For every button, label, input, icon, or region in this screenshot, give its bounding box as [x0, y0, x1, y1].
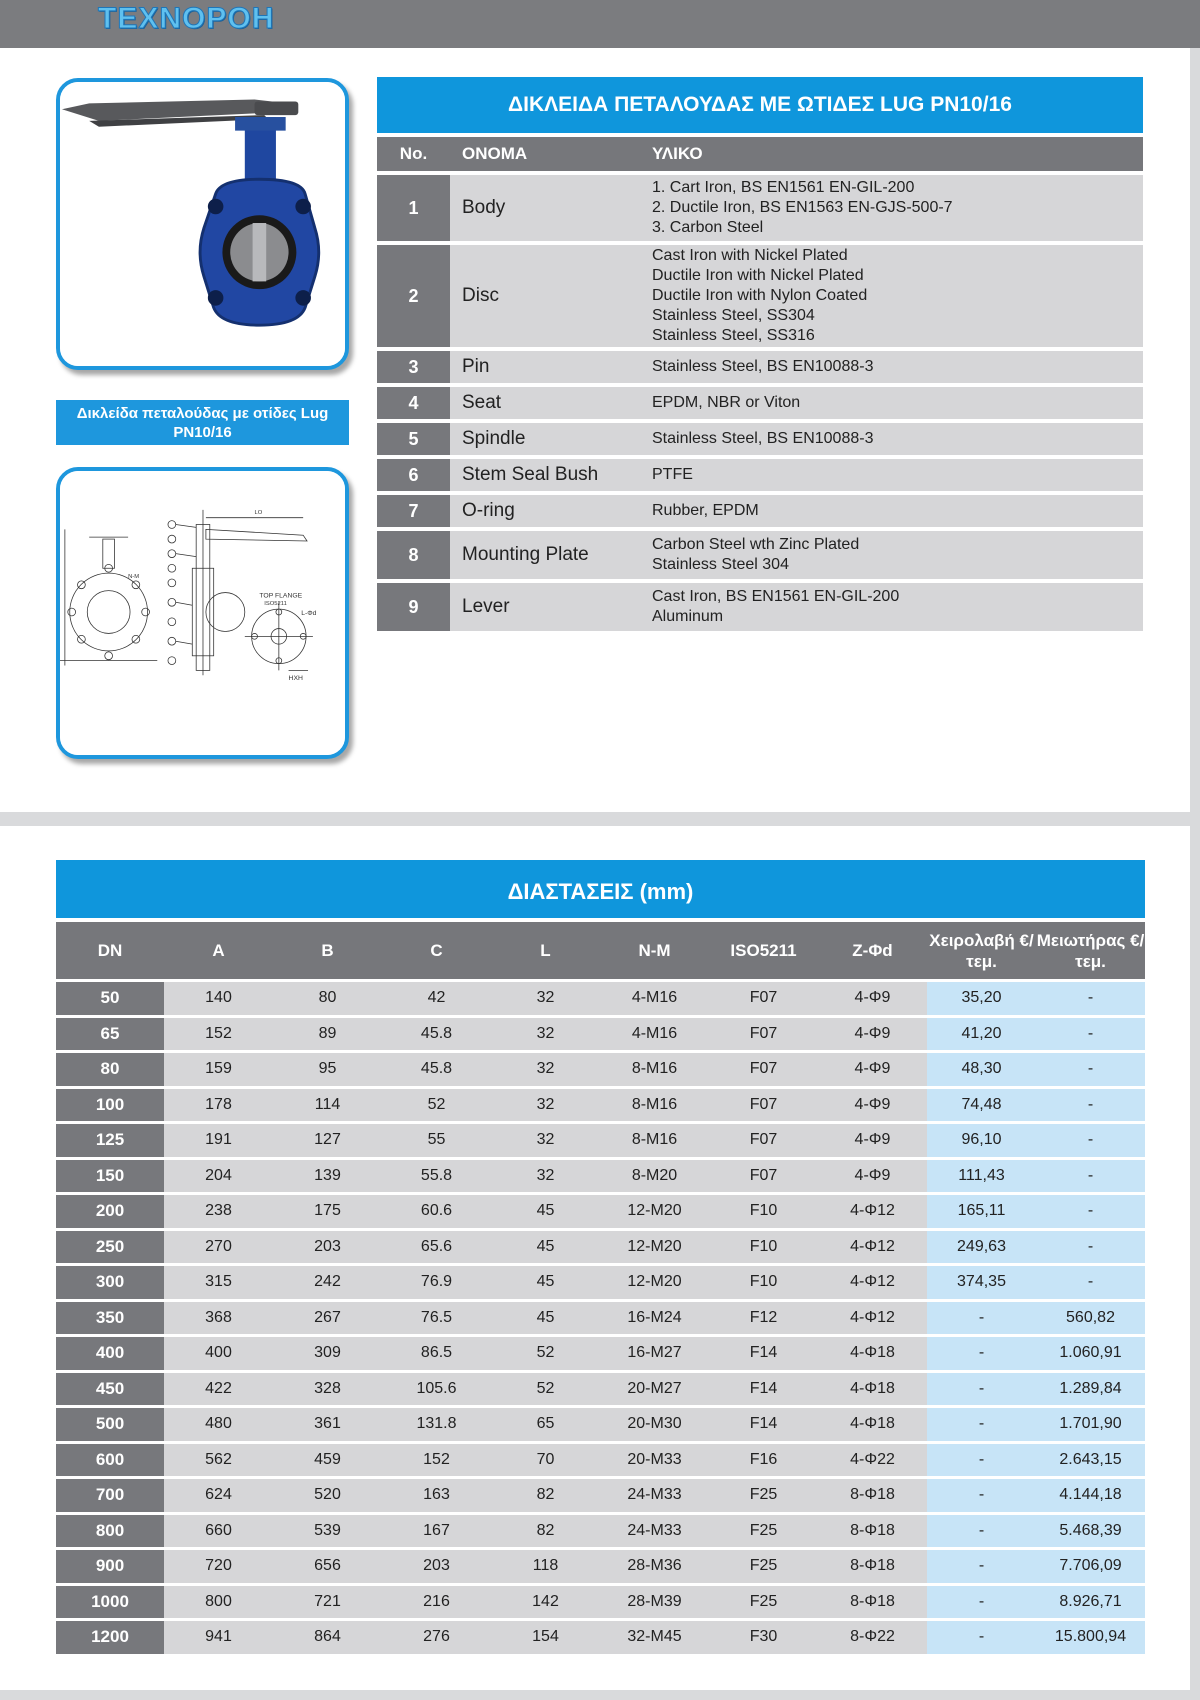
part-number: 7 — [377, 495, 450, 527]
c-cell: 152 — [382, 1444, 491, 1477]
n-m-cell: 8-M16 — [600, 1124, 709, 1157]
gear-price-cell: 1.701,90 — [1036, 1408, 1145, 1441]
lever-price-cell: - — [927, 1586, 1036, 1619]
lever-price-cell: - — [927, 1337, 1036, 1370]
z-phi-d-cell: 8-Φ18 — [818, 1479, 927, 1512]
drawing-label-lo: LO — [254, 509, 263, 516]
part-number: 5 — [377, 423, 450, 455]
gear-price-cell: - — [1036, 1160, 1145, 1193]
c-cell: 52 — [382, 1089, 491, 1122]
l-cell: 32 — [491, 982, 600, 1015]
dn-cell: 700 — [56, 1479, 164, 1512]
part-material — [652, 175, 1143, 241]
gear-price-cell: 2.643,15 — [1036, 1444, 1145, 1477]
b-cell: 80 — [273, 982, 382, 1015]
b-cell: 309 — [273, 1337, 382, 1370]
lever-price-cell: 48,30 — [927, 1053, 1036, 1086]
gear-price-cell: - — [1036, 1089, 1145, 1122]
lever-price-cell: 374,35 — [927, 1266, 1036, 1299]
a-cell: 270 — [164, 1231, 273, 1264]
part-number: 6 — [377, 459, 450, 491]
b-cell: 139 — [273, 1160, 382, 1193]
lever-price-cell: - — [927, 1479, 1036, 1512]
iso5211-cell: F14 — [709, 1408, 818, 1441]
n-m-cell: 20-M33 — [600, 1444, 709, 1477]
iso5211-cell: F16 — [709, 1444, 818, 1477]
table-row — [56, 1302, 1145, 1335]
part-number: 9 — [377, 583, 450, 631]
dn-cell: 900 — [56, 1550, 164, 1583]
parts-row — [377, 245, 1143, 347]
iso5211-cell: F07 — [709, 1160, 818, 1193]
parts-table-header — [377, 137, 1143, 171]
z-phi-d-cell: 8-Φ18 — [818, 1550, 927, 1583]
dimensions-table-header — [56, 922, 1145, 979]
iso5211-cell: F25 — [709, 1479, 818, 1512]
b-cell: 328 — [273, 1373, 382, 1406]
b-cell: 89 — [273, 1018, 382, 1051]
drawing-label-l-phi-d: L-Φd — [301, 609, 317, 617]
header-dn: DN — [97, 941, 123, 960]
l-cell: 70 — [491, 1444, 600, 1477]
dn-cell: 150 — [56, 1160, 164, 1193]
header-z-phi-d: Z-Φd — [852, 941, 893, 960]
l-cell: 45 — [491, 1302, 600, 1335]
a-cell: 562 — [164, 1444, 273, 1477]
material-line: Cast Iron with Nickel Plated — [652, 247, 848, 264]
part-number: 2 — [377, 245, 450, 347]
z-phi-d-cell: 4-Φ9 — [818, 1089, 927, 1122]
l-cell: 154 — [491, 1621, 600, 1654]
b-cell: 520 — [273, 1479, 382, 1512]
gear-price-cell: 8.926,71 — [1036, 1586, 1145, 1619]
header-a: A — [212, 941, 225, 960]
material-line: 3. Carbon Steel — [652, 219, 764, 236]
z-phi-d-cell: 4-Φ22 — [818, 1444, 927, 1477]
c-cell: 45.8 — [382, 1018, 491, 1051]
table-row — [56, 1408, 1145, 1441]
b-cell: 242 — [273, 1266, 382, 1299]
c-cell: 167 — [382, 1515, 491, 1548]
header-material: ΥΛΙΚΟ — [652, 144, 703, 163]
b-cell: 114 — [273, 1089, 382, 1122]
table-row — [56, 1231, 1145, 1264]
dimensions-table-title: ΔΙΑΣΤΑΣΕΙΣ (mm) — [56, 860, 1145, 918]
lever-price-cell: - — [927, 1444, 1036, 1477]
table-row — [56, 1089, 1145, 1122]
iso5211-cell: F07 — [709, 1124, 818, 1157]
part-name: Body — [462, 197, 506, 218]
dn-cell: 100 — [56, 1089, 164, 1122]
part-name: O-ring — [462, 500, 515, 521]
b-cell: 267 — [273, 1302, 382, 1335]
parts-table — [377, 77, 1143, 631]
c-cell: 65.6 — [382, 1231, 491, 1264]
l-cell: 45 — [491, 1266, 600, 1299]
a-cell: 178 — [164, 1089, 273, 1122]
c-cell: 76.9 — [382, 1266, 491, 1299]
n-m-cell: 8-M20 — [600, 1160, 709, 1193]
gear-price-cell: 1.060,91 — [1036, 1337, 1145, 1370]
gear-price-cell: 5.468,39 — [1036, 1515, 1145, 1548]
table-row — [56, 1018, 1145, 1051]
n-m-cell: 4-M16 — [600, 1018, 709, 1051]
table-row — [56, 1053, 1145, 1086]
header-lever-price: Χειρολαβή €/τεμ. — [929, 930, 1034, 971]
material-line: Stainless Steel 304 — [652, 556, 789, 573]
l-cell: 52 — [491, 1373, 600, 1406]
table-row — [56, 1479, 1145, 1512]
a-cell: 480 — [164, 1408, 273, 1441]
dimensions-table — [56, 860, 1145, 1654]
z-phi-d-cell: 8-Φ18 — [818, 1586, 927, 1619]
dn-cell: 1200 — [56, 1621, 164, 1654]
header-n-m: N-M — [638, 941, 671, 960]
butterfly-valve-image — [60, 82, 345, 366]
c-cell: 55 — [382, 1124, 491, 1157]
c-cell: 42 — [382, 982, 491, 1015]
dn-cell: 1000 — [56, 1586, 164, 1619]
a-cell: 400 — [164, 1337, 273, 1370]
table-row — [56, 1160, 1145, 1193]
header-bar — [0, 0, 1200, 48]
header-iso5211: ISO5211 — [730, 941, 797, 960]
lever-price-cell: - — [927, 1621, 1036, 1654]
part-material — [652, 423, 1143, 455]
header-name: ΟΝΟΜΑ — [462, 144, 528, 163]
b-cell: 656 — [273, 1550, 382, 1583]
part-material — [652, 351, 1143, 383]
z-phi-d-cell: 4-Φ12 — [818, 1231, 927, 1264]
z-phi-d-cell: 8-Φ18 — [818, 1515, 927, 1548]
n-m-cell: 24-M33 — [600, 1515, 709, 1548]
gear-price-cell: - — [1036, 1266, 1145, 1299]
dn-cell: 600 — [56, 1444, 164, 1477]
material-line: Ductile Iron with Nylon Coated — [652, 287, 868, 304]
valve-drawing-image — [60, 471, 345, 755]
lever-price-cell: - — [927, 1373, 1036, 1406]
part-material — [652, 531, 1143, 579]
a-cell: 800 — [164, 1586, 273, 1619]
part-name: Stem Seal Bush — [462, 464, 599, 485]
l-cell: 82 — [491, 1479, 600, 1512]
part-number: 3 — [377, 351, 450, 383]
z-phi-d-cell: 4-Φ12 — [818, 1302, 927, 1335]
header-b: B — [321, 941, 334, 960]
lever-price-cell: 249,63 — [927, 1231, 1036, 1264]
drawing-label-top-flange: TOP FLANGE — [259, 592, 303, 600]
iso5211-cell: F14 — [709, 1373, 818, 1406]
z-phi-d-cell: 4-Φ12 — [818, 1266, 927, 1299]
material-line: Stainless Steel, SS316 — [652, 327, 815, 344]
a-cell: 191 — [164, 1124, 273, 1157]
iso5211-cell: F25 — [709, 1586, 818, 1619]
table-row — [56, 1515, 1145, 1548]
part-name: Mounting Plate — [462, 544, 589, 565]
z-phi-d-cell: 4-Φ18 — [818, 1373, 927, 1406]
material-line: Stainless Steel, BS EN10088-3 — [652, 430, 874, 447]
gear-price-cell: 560,82 — [1036, 1302, 1145, 1335]
material-line: EPDM, NBR or Viton — [652, 394, 801, 411]
gear-price-cell: 15.800,94 — [1036, 1621, 1145, 1654]
table-row — [56, 1266, 1145, 1299]
c-cell: 216 — [382, 1586, 491, 1619]
dn-cell: 50 — [56, 982, 164, 1015]
a-cell: 204 — [164, 1160, 273, 1193]
l-cell: 52 — [491, 1337, 600, 1370]
c-cell: 105.6 — [382, 1373, 491, 1406]
iso5211-cell: F07 — [709, 982, 818, 1015]
parts-rows — [377, 175, 1143, 631]
z-phi-d-cell: 4-Φ18 — [818, 1337, 927, 1370]
z-phi-d-cell: 4-Φ9 — [818, 982, 927, 1015]
parts-row — [377, 495, 1143, 527]
part-name: Pin — [462, 356, 490, 377]
l-cell: 32 — [491, 1124, 600, 1157]
lever-price-cell: 35,20 — [927, 982, 1036, 1015]
l-cell: 118 — [491, 1550, 600, 1583]
lever-price-cell: - — [927, 1550, 1036, 1583]
part-material — [652, 387, 1143, 419]
table-row — [56, 1124, 1145, 1157]
a-cell: 422 — [164, 1373, 273, 1406]
dn-cell: 350 — [56, 1302, 164, 1335]
a-cell: 315 — [164, 1266, 273, 1299]
n-m-cell: 12-M20 — [600, 1195, 709, 1228]
material-line: Ductile Iron with Nickel Plated — [652, 267, 864, 284]
dn-cell: 250 — [56, 1231, 164, 1264]
gear-price-cell: 7.706,09 — [1036, 1550, 1145, 1583]
a-cell: 624 — [164, 1479, 273, 1512]
material-line: Aluminum — [652, 608, 724, 625]
parts-row — [377, 351, 1143, 383]
iso5211-cell: F07 — [709, 1053, 818, 1086]
dn-cell: 200 — [56, 1195, 164, 1228]
dn-cell: 65 — [56, 1018, 164, 1051]
iso5211-cell: F12 — [709, 1302, 818, 1335]
iso5211-cell: F07 — [709, 1089, 818, 1122]
n-m-cell: 20-M27 — [600, 1373, 709, 1406]
a-cell: 159 — [164, 1053, 273, 1086]
l-cell: 45 — [491, 1231, 600, 1264]
l-cell: 45 — [491, 1195, 600, 1228]
gear-price-cell: - — [1036, 1195, 1145, 1228]
iso5211-cell: F10 — [709, 1231, 818, 1264]
l-cell: 32 — [491, 1089, 600, 1122]
product-caption: Δικλείδα πεταλούδας με οτίδες Lug PN10/16 — [56, 400, 349, 445]
z-phi-d-cell: 4-Φ9 — [818, 1053, 927, 1086]
z-phi-d-cell: 8-Φ22 — [818, 1621, 927, 1654]
part-name: Seat — [462, 392, 502, 413]
dn-cell: 80 — [56, 1053, 164, 1086]
a-cell: 660 — [164, 1515, 273, 1548]
z-phi-d-cell: 4-Φ12 — [818, 1195, 927, 1228]
parts-row — [377, 175, 1143, 241]
material-line: Stainless Steel, BS EN10088-3 — [652, 358, 874, 375]
b-cell: 721 — [273, 1586, 382, 1619]
a-cell: 238 — [164, 1195, 273, 1228]
part-name: Lever — [462, 596, 510, 617]
table-row — [56, 1550, 1145, 1583]
l-cell: 65 — [491, 1408, 600, 1441]
n-m-cell: 4-M16 — [600, 982, 709, 1015]
l-cell: 142 — [491, 1586, 600, 1619]
c-cell: 76.5 — [382, 1302, 491, 1335]
b-cell: 175 — [273, 1195, 382, 1228]
n-m-cell: 28-M39 — [600, 1586, 709, 1619]
l-cell: 32 — [491, 1160, 600, 1193]
lever-price-cell: 165,11 — [927, 1195, 1036, 1228]
table-row — [56, 1621, 1145, 1654]
dn-cell: 125 — [56, 1124, 164, 1157]
gear-price-cell: - — [1036, 1053, 1145, 1086]
n-m-cell: 32-M45 — [600, 1621, 709, 1654]
material-line: Stainless Steel, SS304 — [652, 307, 815, 324]
drawing-label-iso: ISO5211 — [264, 601, 287, 608]
table-row — [56, 1444, 1145, 1477]
header-gear-price: Μειωτήρας €/τεμ. — [1036, 930, 1145, 971]
n-m-cell: 8-M16 — [600, 1089, 709, 1122]
lever-price-cell: 96,10 — [927, 1124, 1036, 1157]
n-m-cell: 20-M30 — [600, 1408, 709, 1441]
gear-price-cell: 4.144,18 — [1036, 1479, 1145, 1512]
part-name: Disc — [462, 285, 499, 306]
material-line: Rubber, EPDM — [652, 502, 759, 519]
part-material — [652, 583, 1143, 631]
material-line: Carbon Steel wth Zinc Plated — [652, 536, 860, 553]
part-material — [652, 495, 1143, 527]
valve-photo — [56, 78, 349, 370]
parts-table-title: ΔΙΚΛΕΙΔΑ ΠΕΤΑΛΟΥΔΑΣ ΜΕ ΩΤΙΔΕΣ LUG PN10/16 — [377, 77, 1143, 133]
c-cell: 55.8 — [382, 1160, 491, 1193]
part-number: 8 — [377, 531, 450, 579]
part-name: Spindle — [462, 428, 526, 449]
c-cell: 276 — [382, 1621, 491, 1654]
a-cell: 368 — [164, 1302, 273, 1335]
n-m-cell: 12-M20 — [600, 1266, 709, 1299]
c-cell: 60.6 — [382, 1195, 491, 1228]
c-cell: 131.8 — [382, 1408, 491, 1441]
dn-cell: 800 — [56, 1515, 164, 1548]
z-phi-d-cell: 4-Φ18 — [818, 1408, 927, 1441]
table-row — [56, 1586, 1145, 1619]
b-cell: 459 — [273, 1444, 382, 1477]
b-cell: 361 — [273, 1408, 382, 1441]
parts-row — [377, 583, 1143, 631]
table-row — [56, 1373, 1145, 1406]
parts-row — [377, 531, 1143, 579]
material-line: 1. Cart Iron, BS EN1561 EN-GIL-200 — [652, 179, 915, 196]
c-cell: 45.8 — [382, 1053, 491, 1086]
c-cell: 203 — [382, 1550, 491, 1583]
a-cell: 152 — [164, 1018, 273, 1051]
lever-price-cell: 111,43 — [927, 1160, 1036, 1193]
parts-row — [377, 387, 1143, 419]
n-m-cell: 24-M33 — [600, 1479, 709, 1512]
z-phi-d-cell: 4-Φ9 — [818, 1160, 927, 1193]
b-cell: 864 — [273, 1621, 382, 1654]
b-cell: 539 — [273, 1515, 382, 1548]
material-line: PTFE — [652, 466, 693, 483]
lever-price-cell: - — [927, 1408, 1036, 1441]
parts-row — [377, 459, 1143, 491]
gear-price-cell: - — [1036, 1231, 1145, 1264]
part-number: 1 — [377, 175, 450, 241]
gear-price-cell: - — [1036, 1018, 1145, 1051]
iso5211-cell: F07 — [709, 1018, 818, 1051]
gear-price-cell: - — [1036, 982, 1145, 1015]
dn-cell: 400 — [56, 1337, 164, 1370]
dn-cell: 450 — [56, 1373, 164, 1406]
gear-price-cell: - — [1036, 1124, 1145, 1157]
part-number: 4 — [377, 387, 450, 419]
gear-price-cell: 1.289,84 — [1036, 1373, 1145, 1406]
header-no: No. — [399, 144, 428, 163]
z-phi-d-cell: 4-Φ9 — [818, 1124, 927, 1157]
dn-cell: 500 — [56, 1408, 164, 1441]
c-cell: 163 — [382, 1479, 491, 1512]
iso5211-cell: F14 — [709, 1337, 818, 1370]
b-cell: 127 — [273, 1124, 382, 1157]
header-l: L — [540, 941, 551, 960]
iso5211-cell: F25 — [709, 1515, 818, 1548]
dn-cell: 300 — [56, 1266, 164, 1299]
iso5211-cell: F30 — [709, 1621, 818, 1654]
a-cell: 720 — [164, 1550, 273, 1583]
l-cell: 82 — [491, 1515, 600, 1548]
part-material — [652, 459, 1143, 491]
table-row — [56, 1195, 1145, 1228]
iso5211-cell: F25 — [709, 1550, 818, 1583]
b-cell: 95 — [273, 1053, 382, 1086]
iso5211-cell: F10 — [709, 1195, 818, 1228]
drawing-label-n-m: N-M — [128, 573, 140, 580]
technical-drawing — [56, 467, 349, 759]
drawing-label-hxh: HXH — [288, 675, 303, 683]
header-c: C — [430, 941, 443, 960]
lever-price-cell: 41,20 — [927, 1018, 1036, 1051]
brand-logo: ΤΕΧΝΟΡΟΗ — [98, 2, 275, 35]
part-material — [652, 245, 1143, 347]
l-cell: 32 — [491, 1053, 600, 1086]
material-line: Cast Iron, BS EN1561 EN-GIL-200 — [652, 588, 900, 605]
n-m-cell: 8-M16 — [600, 1053, 709, 1086]
lever-price-cell: - — [927, 1302, 1036, 1335]
c-cell: 86.5 — [382, 1337, 491, 1370]
material-line: 2. Ductile Iron, BS EN1563 EN-GJS-500-7 — [652, 199, 953, 216]
iso5211-cell: F10 — [709, 1266, 818, 1299]
table-row — [56, 982, 1145, 1015]
n-m-cell: 12-M20 — [600, 1231, 709, 1264]
table-row — [56, 1337, 1145, 1370]
l-cell: 32 — [491, 1018, 600, 1051]
lever-price-cell: 74,48 — [927, 1089, 1036, 1122]
n-m-cell: 16-M24 — [600, 1302, 709, 1335]
a-cell: 140 — [164, 982, 273, 1015]
lever-price-cell: - — [927, 1515, 1036, 1548]
parts-row — [377, 423, 1143, 455]
n-m-cell: 28-M36 — [600, 1550, 709, 1583]
dimensions-rows — [56, 982, 1145, 1654]
z-phi-d-cell: 4-Φ9 — [818, 1018, 927, 1051]
n-m-cell: 16-M27 — [600, 1337, 709, 1370]
b-cell: 203 — [273, 1231, 382, 1264]
a-cell: 941 — [164, 1621, 273, 1654]
